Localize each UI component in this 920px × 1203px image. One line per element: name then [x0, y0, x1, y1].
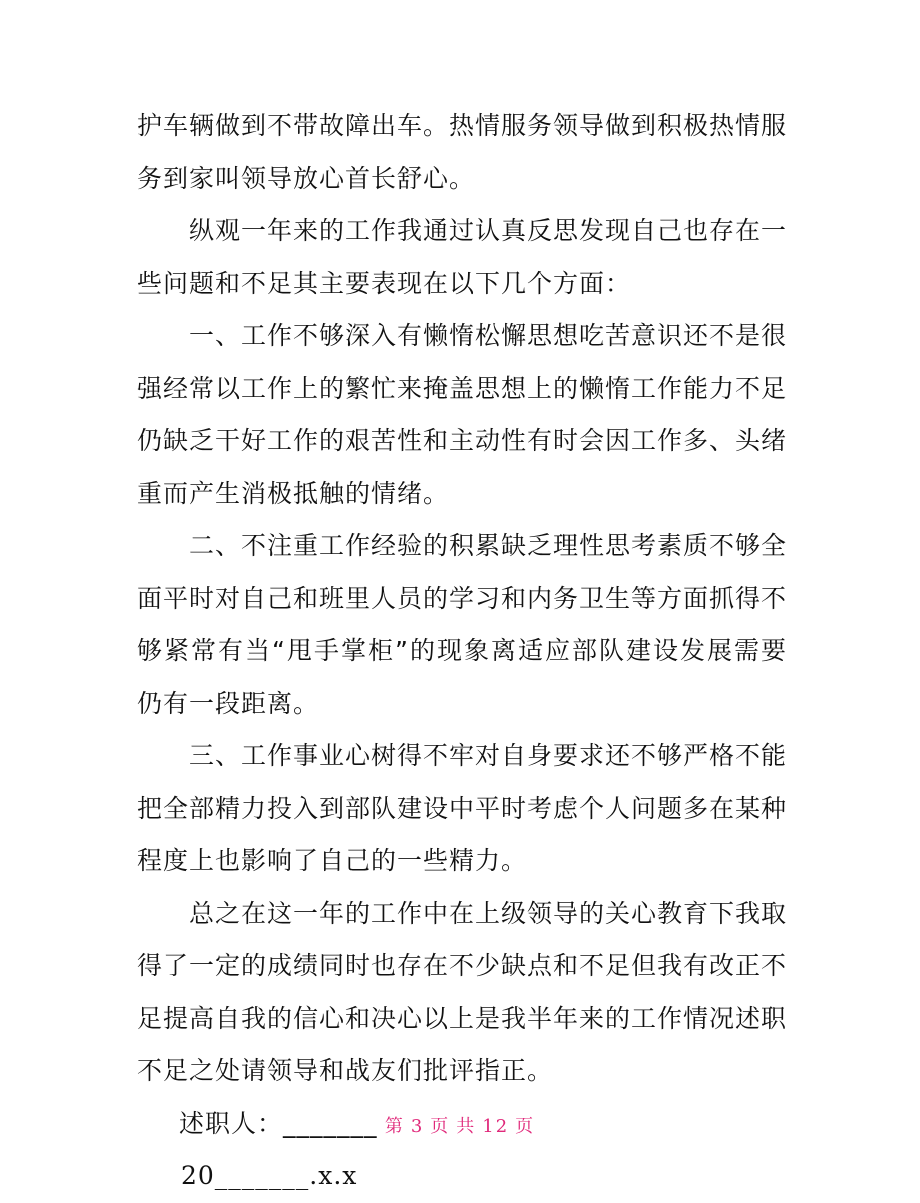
footer-label-total-unit: 页: [515, 1116, 536, 1137]
document-body: [137, 100, 787, 1203]
footer-label-page: 第: [384, 1116, 405, 1137]
footer-current-page: 3: [410, 1116, 425, 1137]
footer-label-total: 共: [456, 1116, 477, 1137]
paragraph-issue-one: 一、工作不够深入有懒惰松懈思想吃苦意识还不是很强经常以工作上的繁忙来掩盖思想上的懒惰工作能力不足仍缺乏干好工作的艰苦性和主动性有时会因工作多、头绪重而产生消极抵触的情绪。: [137, 321, 788, 508]
footer-total-pages: 12: [482, 1116, 510, 1137]
footer-label-page-unit: 页: [430, 1116, 451, 1137]
date-line: 20_______.x.x: [181, 1161, 358, 1190]
signature-line: 述职人：_______: [179, 1108, 378, 1138]
paragraph-continuation: 护车辆做到不带故障出车。热情服务领导做到积极热情服务到家叫领导放心首长舒心。: [137, 111, 788, 193]
paragraph-review-intro: 纵观一年来的工作我通过认真反思发现自己也存在一些问题和不足其主要表现在以下几个方面：: [137, 216, 788, 298]
paragraph-issue-two: 二、不注重工作经验的积累缺乏理性思考素质不够全面平时对自己和班里人员的学习和内务卫生等方面抓得不够紧常有当“甩手掌柜”的现象离适应部队建设发展需要仍有一段距离。: [137, 531, 788, 718]
paragraph-conclusion: 总之在这一年的工作中在上级领导的关心教育下我取得了一定的成绩同时也存在不少缺点和不足但我有改正不足提高自我的信心和决心以上是我半年来的工作情况述职不足之处请领导和战友们批评指正。: [137, 898, 788, 1085]
page-footer: [0, 1112, 920, 1138]
paragraph-issue-three: 三、工作事业心树得不牢对自身要求还不够严格不能把全部精力投入到部队建设中平时考虑个人问题多在某种程度上也影响了自己的一些精力。: [137, 741, 788, 875]
